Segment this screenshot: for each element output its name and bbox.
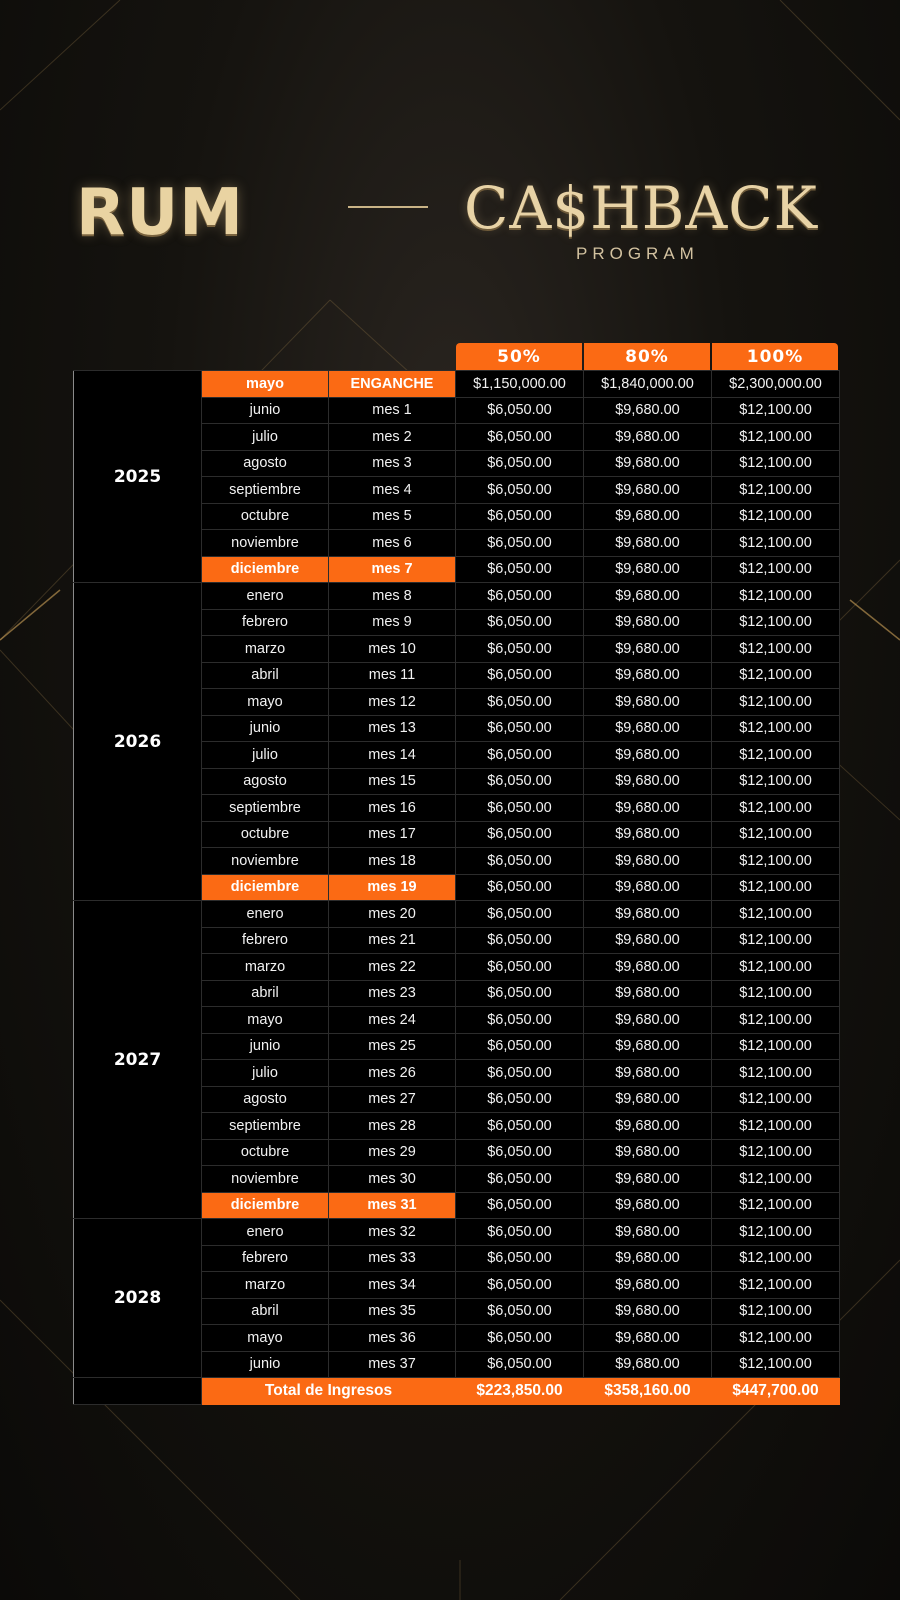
term-cell: mes 31 bbox=[329, 1192, 456, 1219]
value-100-cell: $12,100.00 bbox=[712, 477, 840, 504]
month-cell: noviembre bbox=[202, 1166, 329, 1193]
program-title: CA$HBACK bbox=[464, 174, 818, 242]
value-50-cell: $6,050.00 bbox=[456, 1192, 584, 1219]
value-100-cell: $12,100.00 bbox=[712, 927, 840, 954]
value-100-cell: $12,100.00 bbox=[712, 397, 840, 424]
term-cell: mes 19 bbox=[329, 874, 456, 901]
value-80-cell: $1,840,000.00 bbox=[584, 371, 712, 398]
month-cell: mayo bbox=[202, 1325, 329, 1352]
value-80-cell: $9,680.00 bbox=[584, 1245, 712, 1272]
value-50-cell: $6,050.00 bbox=[456, 795, 584, 822]
value-80-cell: $9,680.00 bbox=[584, 1139, 712, 1166]
term-cell: mes 28 bbox=[329, 1113, 456, 1140]
year-label: 2027 bbox=[74, 901, 202, 1219]
value-100-cell: $12,100.00 bbox=[712, 1192, 840, 1219]
value-100-cell: $12,100.00 bbox=[712, 1245, 840, 1272]
total-80: $358,160.00 bbox=[584, 1378, 712, 1405]
value-100-cell: $12,100.00 bbox=[712, 742, 840, 769]
value-50-cell: $6,050.00 bbox=[456, 556, 584, 583]
month-cell: febrero bbox=[202, 927, 329, 954]
value-80-cell: $9,680.00 bbox=[584, 980, 712, 1007]
month-cell: octubre bbox=[202, 1139, 329, 1166]
value-80-cell: $9,680.00 bbox=[584, 609, 712, 636]
program-subtitle: PROGRAM bbox=[576, 244, 699, 263]
term-cell: mes 16 bbox=[329, 795, 456, 822]
term-cell: mes 20 bbox=[329, 901, 456, 928]
value-50-cell: $1,150,000.00 bbox=[456, 371, 584, 398]
term-cell: mes 36 bbox=[329, 1325, 456, 1352]
value-50-cell: $6,050.00 bbox=[456, 1113, 584, 1140]
value-80-cell: $9,680.00 bbox=[584, 397, 712, 424]
header-80-percent: 80% bbox=[584, 343, 710, 370]
value-80-cell: $9,680.00 bbox=[584, 742, 712, 769]
value-80-cell: $9,680.00 bbox=[584, 1060, 712, 1087]
value-100-cell: $2,300,000.00 bbox=[712, 371, 840, 398]
value-100-cell: $12,100.00 bbox=[712, 848, 840, 875]
term-cell: mes 26 bbox=[329, 1060, 456, 1087]
month-cell: julio bbox=[202, 424, 329, 451]
month-cell: marzo bbox=[202, 1272, 329, 1299]
term-cell: mes 21 bbox=[329, 927, 456, 954]
year-label: 2025 bbox=[74, 371, 202, 583]
value-50-cell: $6,050.00 bbox=[456, 1139, 584, 1166]
cashback-table bbox=[73, 370, 840, 1405]
term-cell: mes 10 bbox=[329, 636, 456, 663]
value-100-cell: $12,100.00 bbox=[712, 715, 840, 742]
month-cell: junio bbox=[202, 715, 329, 742]
value-100-cell: $12,100.00 bbox=[712, 980, 840, 1007]
value-50-cell: $6,050.00 bbox=[456, 901, 584, 928]
value-100-cell: $12,100.00 bbox=[712, 1272, 840, 1299]
value-80-cell: $9,680.00 bbox=[584, 1113, 712, 1140]
month-cell: septiembre bbox=[202, 795, 329, 822]
value-50-cell: $6,050.00 bbox=[456, 1060, 584, 1087]
table-row bbox=[74, 1219, 840, 1246]
value-80-cell: $9,680.00 bbox=[584, 1325, 712, 1352]
value-100-cell: $12,100.00 bbox=[712, 503, 840, 530]
month-cell: diciembre bbox=[202, 556, 329, 583]
total-100: $447,700.00 bbox=[712, 1378, 840, 1405]
value-80-cell: $9,680.00 bbox=[584, 768, 712, 795]
value-80-cell: $9,680.00 bbox=[584, 556, 712, 583]
value-100-cell: $12,100.00 bbox=[712, 768, 840, 795]
value-100-cell: $12,100.00 bbox=[712, 1139, 840, 1166]
month-cell: mayo bbox=[202, 371, 329, 398]
value-100-cell: $12,100.00 bbox=[712, 1086, 840, 1113]
value-100-cell: $12,100.00 bbox=[712, 450, 840, 477]
term-cell: mes 11 bbox=[329, 662, 456, 689]
value-50-cell: $6,050.00 bbox=[456, 980, 584, 1007]
value-80-cell: $9,680.00 bbox=[584, 1007, 712, 1034]
value-80-cell: $9,680.00 bbox=[584, 795, 712, 822]
value-100-cell: $12,100.00 bbox=[712, 954, 840, 981]
month-cell: junio bbox=[202, 397, 329, 424]
value-50-cell: $6,050.00 bbox=[456, 662, 584, 689]
term-cell: mes 25 bbox=[329, 1033, 456, 1060]
month-cell: febrero bbox=[202, 609, 329, 636]
value-80-cell: $9,680.00 bbox=[584, 636, 712, 663]
month-cell: enero bbox=[202, 583, 329, 610]
value-100-cell: $12,100.00 bbox=[712, 556, 840, 583]
value-50-cell: $6,050.00 bbox=[456, 742, 584, 769]
value-50-cell: $6,050.00 bbox=[456, 1086, 584, 1113]
value-50-cell: $6,050.00 bbox=[456, 848, 584, 875]
table-row bbox=[74, 901, 840, 928]
value-50-cell: $6,050.00 bbox=[456, 1219, 584, 1246]
value-80-cell: $9,680.00 bbox=[584, 954, 712, 981]
term-cell: mes 12 bbox=[329, 689, 456, 716]
month-cell: enero bbox=[202, 901, 329, 928]
value-50-cell: $6,050.00 bbox=[456, 821, 584, 848]
term-cell: mes 29 bbox=[329, 1139, 456, 1166]
value-80-cell: $9,680.00 bbox=[584, 1086, 712, 1113]
value-50-cell: $6,050.00 bbox=[456, 1245, 584, 1272]
value-100-cell: $12,100.00 bbox=[712, 424, 840, 451]
term-cell: mes 30 bbox=[329, 1166, 456, 1193]
term-cell: mes 27 bbox=[329, 1086, 456, 1113]
term-cell: mes 23 bbox=[329, 980, 456, 1007]
month-cell: julio bbox=[202, 742, 329, 769]
month-cell: agosto bbox=[202, 450, 329, 477]
value-80-cell: $9,680.00 bbox=[584, 1272, 712, 1299]
total-row bbox=[74, 1378, 840, 1405]
value-50-cell: $6,050.00 bbox=[456, 583, 584, 610]
value-80-cell: $9,680.00 bbox=[584, 424, 712, 451]
value-50-cell: $6,050.00 bbox=[456, 636, 584, 663]
value-100-cell: $12,100.00 bbox=[712, 530, 840, 557]
value-80-cell: $9,680.00 bbox=[584, 477, 712, 504]
value-100-cell: $12,100.00 bbox=[712, 1113, 840, 1140]
value-80-cell: $9,680.00 bbox=[584, 1192, 712, 1219]
value-80-cell: $9,680.00 bbox=[584, 662, 712, 689]
month-cell: abril bbox=[202, 980, 329, 1007]
month-cell: marzo bbox=[202, 954, 329, 981]
term-cell: mes 17 bbox=[329, 821, 456, 848]
term-cell: mes 7 bbox=[329, 556, 456, 583]
month-cell: agosto bbox=[202, 768, 329, 795]
value-80-cell: $9,680.00 bbox=[584, 689, 712, 716]
value-50-cell: $6,050.00 bbox=[456, 1166, 584, 1193]
value-100-cell: $12,100.00 bbox=[712, 874, 840, 901]
value-100-cell: $12,100.00 bbox=[712, 689, 840, 716]
month-cell: marzo bbox=[202, 636, 329, 663]
total-50: $223,850.00 bbox=[456, 1378, 584, 1405]
term-cell: mes 14 bbox=[329, 742, 456, 769]
term-cell: mes 3 bbox=[329, 450, 456, 477]
value-100-cell: $12,100.00 bbox=[712, 1033, 840, 1060]
month-cell: junio bbox=[202, 1033, 329, 1060]
term-cell: mes 13 bbox=[329, 715, 456, 742]
table-body bbox=[74, 371, 840, 1405]
value-50-cell: $6,050.00 bbox=[456, 477, 584, 504]
value-80-cell: $9,680.00 bbox=[584, 821, 712, 848]
year-label: 2026 bbox=[74, 583, 202, 901]
term-cell: mes 2 bbox=[329, 424, 456, 451]
year-label: 2028 bbox=[74, 1219, 202, 1378]
month-cell: noviembre bbox=[202, 530, 329, 557]
value-100-cell: $12,100.00 bbox=[712, 662, 840, 689]
value-100-cell: $12,100.00 bbox=[712, 636, 840, 663]
value-100-cell: $12,100.00 bbox=[712, 821, 840, 848]
header-50-percent: 50% bbox=[456, 343, 582, 370]
month-cell: diciembre bbox=[202, 874, 329, 901]
month-cell: noviembre bbox=[202, 848, 329, 875]
term-cell: mes 35 bbox=[329, 1298, 456, 1325]
value-100-cell: $12,100.00 bbox=[712, 609, 840, 636]
value-50-cell: $6,050.00 bbox=[456, 450, 584, 477]
value-80-cell: $9,680.00 bbox=[584, 927, 712, 954]
month-cell: agosto bbox=[202, 1086, 329, 1113]
value-100-cell: $12,100.00 bbox=[712, 1007, 840, 1034]
value-50-cell: $6,050.00 bbox=[456, 503, 584, 530]
value-80-cell: $9,680.00 bbox=[584, 530, 712, 557]
term-cell: mes 22 bbox=[329, 954, 456, 981]
value-100-cell: $12,100.00 bbox=[712, 1298, 840, 1325]
table-row bbox=[74, 583, 840, 610]
month-cell: abril bbox=[202, 662, 329, 689]
header bbox=[0, 170, 900, 270]
month-cell: mayo bbox=[202, 689, 329, 716]
value-50-cell: $6,050.00 bbox=[456, 874, 584, 901]
value-80-cell: $9,680.00 bbox=[584, 583, 712, 610]
value-50-cell: $6,050.00 bbox=[456, 1298, 584, 1325]
term-cell: mes 33 bbox=[329, 1245, 456, 1272]
brand-logo: RUM bbox=[76, 176, 244, 250]
month-cell: junio bbox=[202, 1351, 329, 1378]
value-100-cell: $12,100.00 bbox=[712, 1325, 840, 1352]
value-80-cell: $9,680.00 bbox=[584, 848, 712, 875]
value-80-cell: $9,680.00 bbox=[584, 1033, 712, 1060]
term-cell: mes 15 bbox=[329, 768, 456, 795]
term-cell: mes 37 bbox=[329, 1351, 456, 1378]
value-100-cell: $12,100.00 bbox=[712, 1219, 840, 1246]
month-cell: abril bbox=[202, 1298, 329, 1325]
term-cell: ENGANCHE bbox=[329, 371, 456, 398]
total-spacer bbox=[74, 1378, 202, 1405]
value-80-cell: $9,680.00 bbox=[584, 901, 712, 928]
term-cell: mes 6 bbox=[329, 530, 456, 557]
value-50-cell: $6,050.00 bbox=[456, 1325, 584, 1352]
month-cell: enero bbox=[202, 1219, 329, 1246]
title-divider bbox=[348, 206, 428, 208]
value-50-cell: $6,050.00 bbox=[456, 715, 584, 742]
month-cell: mayo bbox=[202, 1007, 329, 1034]
value-50-cell: $6,050.00 bbox=[456, 927, 584, 954]
value-50-cell: $6,050.00 bbox=[456, 954, 584, 981]
value-50-cell: $6,050.00 bbox=[456, 1033, 584, 1060]
term-cell: mes 18 bbox=[329, 848, 456, 875]
value-80-cell: $9,680.00 bbox=[584, 1166, 712, 1193]
month-cell: diciembre bbox=[202, 1192, 329, 1219]
term-cell: mes 1 bbox=[329, 397, 456, 424]
value-50-cell: $6,050.00 bbox=[456, 530, 584, 557]
header-100-percent: 100% bbox=[712, 343, 838, 370]
value-50-cell: $6,050.00 bbox=[456, 768, 584, 795]
value-80-cell: $9,680.00 bbox=[584, 1219, 712, 1246]
value-80-cell: $9,680.00 bbox=[584, 1298, 712, 1325]
term-cell: mes 32 bbox=[329, 1219, 456, 1246]
month-cell: febrero bbox=[202, 1245, 329, 1272]
value-50-cell: $6,050.00 bbox=[456, 424, 584, 451]
value-50-cell: $6,050.00 bbox=[456, 609, 584, 636]
value-100-cell: $12,100.00 bbox=[712, 1351, 840, 1378]
month-cell: octubre bbox=[202, 821, 329, 848]
value-50-cell: $6,050.00 bbox=[456, 689, 584, 716]
term-cell: mes 8 bbox=[329, 583, 456, 610]
value-100-cell: $12,100.00 bbox=[712, 1060, 840, 1087]
value-80-cell: $9,680.00 bbox=[584, 503, 712, 530]
table-row bbox=[74, 371, 840, 398]
value-50-cell: $6,050.00 bbox=[456, 1272, 584, 1299]
month-cell: septiembre bbox=[202, 1113, 329, 1140]
value-80-cell: $9,680.00 bbox=[584, 874, 712, 901]
month-cell: octubre bbox=[202, 503, 329, 530]
value-50-cell: $6,050.00 bbox=[456, 1351, 584, 1378]
value-100-cell: $12,100.00 bbox=[712, 583, 840, 610]
term-cell: mes 4 bbox=[329, 477, 456, 504]
term-cell: mes 34 bbox=[329, 1272, 456, 1299]
month-cell: julio bbox=[202, 1060, 329, 1087]
value-100-cell: $12,100.00 bbox=[712, 795, 840, 822]
term-cell: mes 24 bbox=[329, 1007, 456, 1034]
value-80-cell: $9,680.00 bbox=[584, 715, 712, 742]
total-label: Total de Ingresos bbox=[202, 1378, 456, 1405]
value-100-cell: $12,100.00 bbox=[712, 1166, 840, 1193]
value-50-cell: $6,050.00 bbox=[456, 397, 584, 424]
month-cell: septiembre bbox=[202, 477, 329, 504]
term-cell: mes 5 bbox=[329, 503, 456, 530]
value-80-cell: $9,680.00 bbox=[584, 1351, 712, 1378]
value-50-cell: $6,050.00 bbox=[456, 1007, 584, 1034]
value-100-cell: $12,100.00 bbox=[712, 901, 840, 928]
term-cell: mes 9 bbox=[329, 609, 456, 636]
value-80-cell: $9,680.00 bbox=[584, 450, 712, 477]
